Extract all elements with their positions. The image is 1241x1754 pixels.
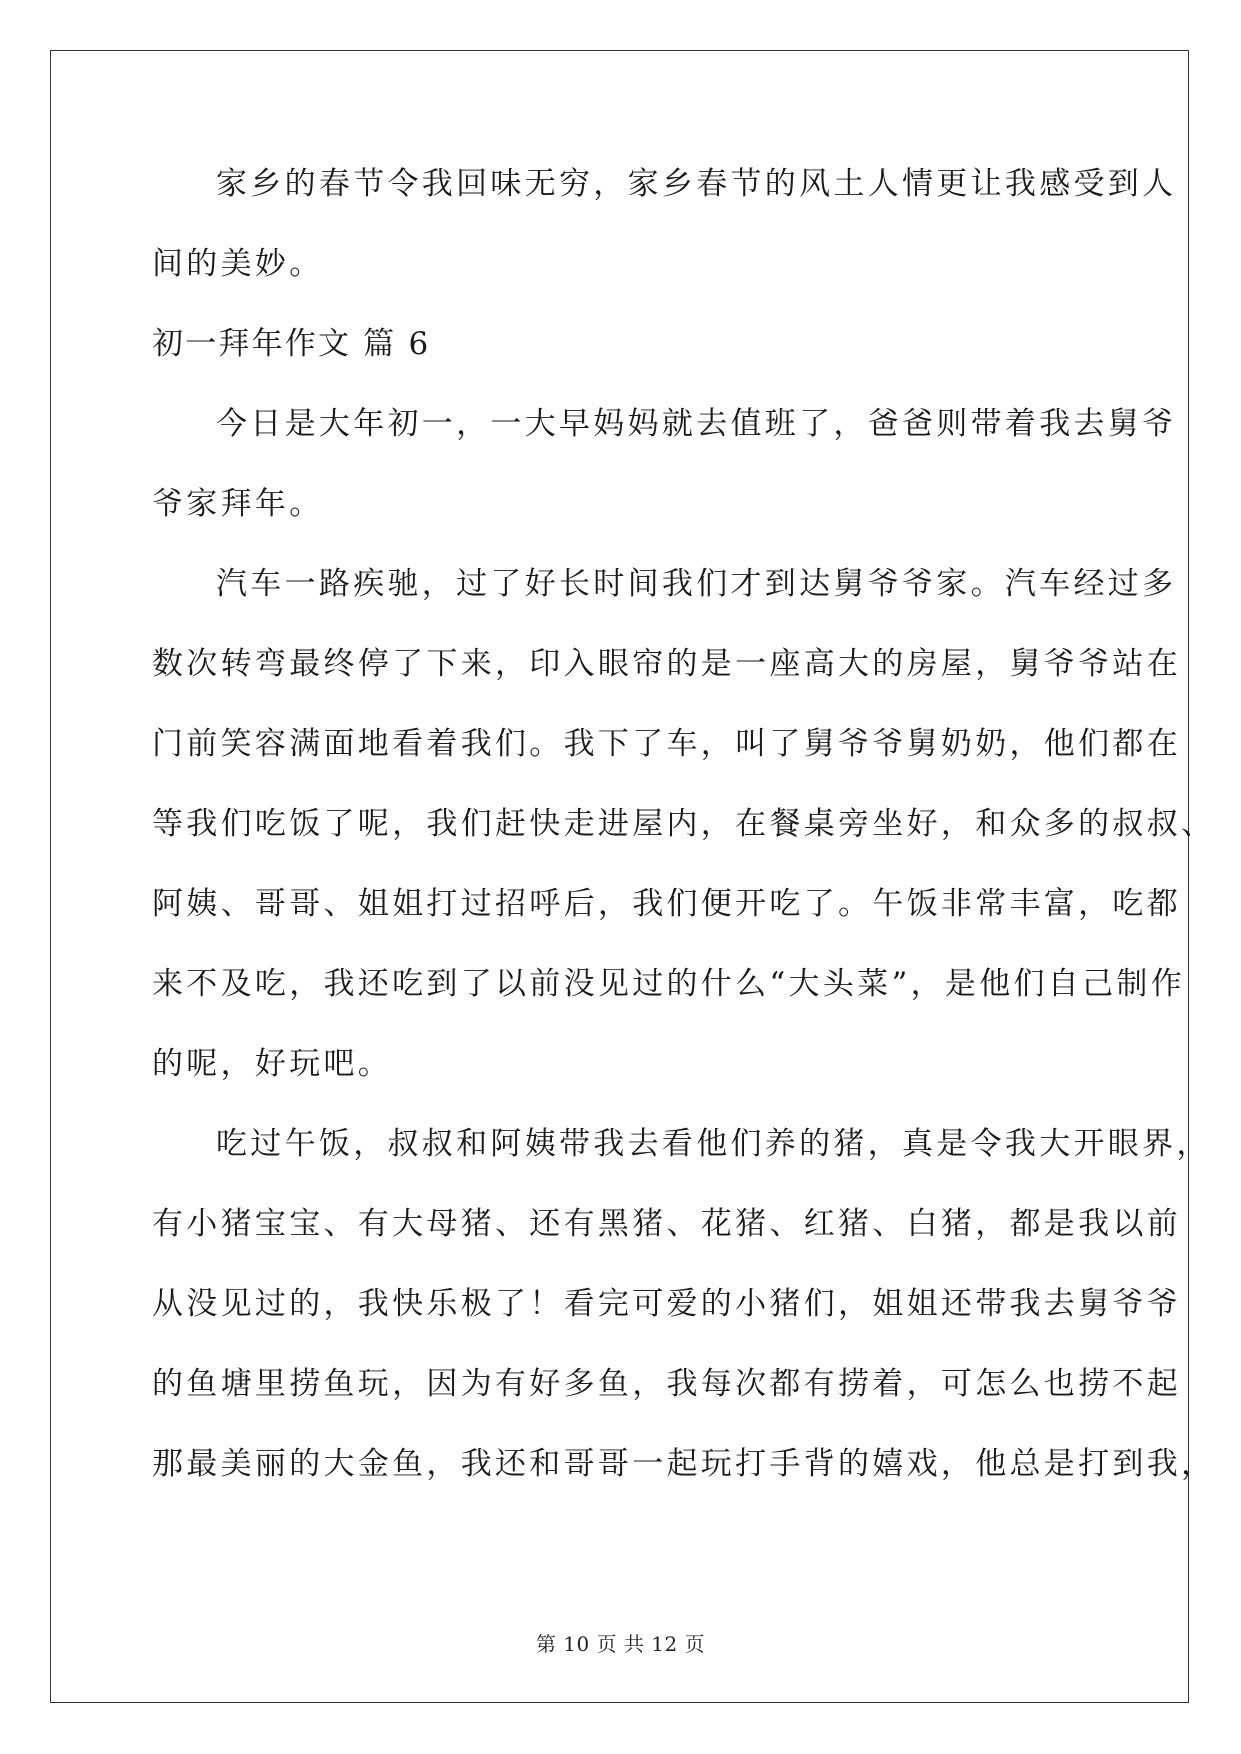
- document-body: [152, 160, 1216, 1520]
- paragraph-line: 门前笑容满面地看着我们。我下了车，叫了舅爷爷舅奶奶，他们都在: [152, 726, 1181, 762]
- paragraph-2: [152, 400, 1177, 560]
- paragraph-line: 家乡的春节令我回味无穷，家乡春节的风土人情更让我感受到人: [216, 166, 1177, 202]
- paragraph-line: 数次转弯最终停了下来，印入眼帘的是一座高大的房屋，舅爷爷站在: [152, 646, 1181, 682]
- paragraph-line: 间的美妙。: [152, 246, 324, 282]
- paragraph-line: 从没见过的，我快乐极了！看完可爱的小猪们，姐姐还带我去舅爷爷: [152, 1286, 1181, 1322]
- paragraph-4: [152, 1120, 1216, 1520]
- paragraph-line: 汽车一路疾驰，过了好长时间我们才到达舅爷爷家。汽车经过多: [216, 566, 1177, 602]
- paragraph-line: 阿姨、哥哥、姐姐打过招呼后，我们便开吃了。午饭非常丰富，吃都: [152, 886, 1181, 922]
- paragraph-line: 等我们吃饭了呢，我们赶快走进屋内，在餐桌旁坐好，和众多的叔叔、: [152, 806, 1216, 842]
- page-number-footer: 第 10 页 共 12 页: [535, 1632, 706, 1656]
- paragraph-1: [152, 160, 1177, 320]
- section-heading: 初一拜年作文 篇 6: [152, 326, 431, 362]
- paragraph-3: [152, 560, 1216, 1120]
- paragraph-line: 吃过午饭，叔叔和阿姨带我去看他们养的猪，真是令我大开眼界，: [216, 1126, 1211, 1162]
- paragraph-line: 爷家拜年。: [152, 486, 324, 522]
- paragraph-line: 那最美丽的大金鱼，我还和哥哥一起玩打手背的嬉戏，他总是打到我，: [152, 1446, 1216, 1482]
- paragraph-line: 的呢，好玩吧。: [152, 1046, 393, 1082]
- paragraph-line: 来不及吃，我还吃到了以前没见过的什么“大头菜”，是他们自己制作: [152, 966, 1185, 1002]
- paragraph-line: 今日是大年初一，一大早妈妈就去值班了，爸爸则带着我去舅爷: [216, 406, 1177, 442]
- paragraph-line: 有小猪宝宝、有大母猪、还有黑猪、花猪、红猪、白猪，都是我以前: [152, 1206, 1181, 1242]
- paragraph-line: 的鱼塘里捞鱼玩，因为有好多鱼，我每次都有捞着，可怎么也捞不起: [152, 1366, 1181, 1402]
